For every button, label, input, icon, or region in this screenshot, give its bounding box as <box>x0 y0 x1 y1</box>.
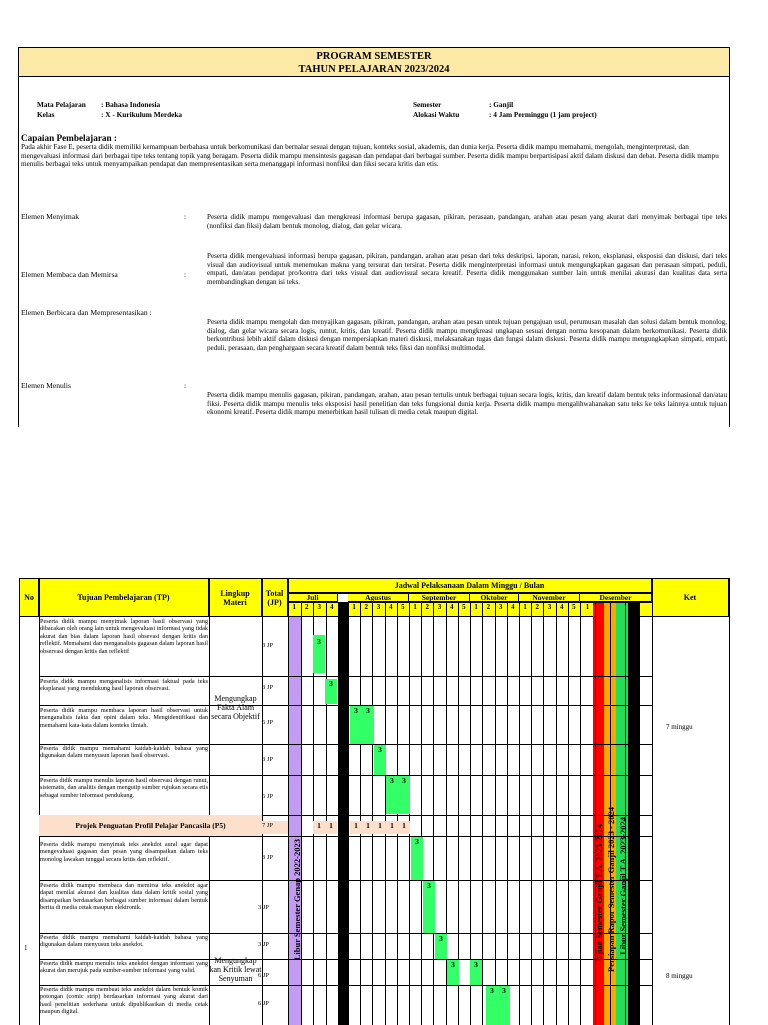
schedule-mark: 3 <box>350 706 362 744</box>
grid-vline <box>595 602 596 1025</box>
elemen-colon: : <box>184 381 187 390</box>
elemen-name: Elemen Membaca dan Memirsa <box>21 270 118 279</box>
header-lingkup: Lingkup Materi <box>209 579 262 617</box>
tp-jp: 6 JP <box>258 972 270 979</box>
month-header: November <box>519 593 580 602</box>
grid-hline <box>39 705 652 706</box>
capaian-text: Pada akhir Fase E, peserta didik memiliki kemampuan berbahasa untuk berkomunikasi dan bernalar sesuai dengan tujuan, konteks sosial, akademis, dan dunia kerja. Peserta didik mampu memahami, mengolah, menginterpretasi, dan mengevaluasi informasi dari berbagai tipe teks tentang topik yang beragam. Peserta didik mampu mensintesis gagasan dan pendapat dari berbagai sumber. Peserta didik mampu berpartisipasi aktif dalam diskusi dan debat. Peserta didik mampu menulis berbagai teks untuk menyampaikan pendapat dan mempresentasikan serta menanggapi informasi nonfiksi dan fiksi secara kritis dan etis. <box>21 143 719 169</box>
tp-text: Peserta didik mampu menganalisis informasi faktual pada teks eksplanasi yang mendukung hasil laporan observasi. <box>40 678 208 693</box>
header-ket: Ket <box>652 579 729 617</box>
schedule-mark: 3 <box>398 776 410 814</box>
grid-hline <box>288 602 652 603</box>
grid-vline <box>301 602 302 1025</box>
lingkup-materi-2: Mengungkap kan Kritik lewat Senyuman <box>209 956 262 983</box>
mapel-value: : Bahasa Indonesia <box>101 100 161 109</box>
grid-vline <box>433 602 434 1025</box>
grid-vline <box>372 602 373 1025</box>
grid-vline <box>326 602 327 1025</box>
elemen-name: Elemen Berbicara dan Mempresentasikan : <box>21 308 152 317</box>
ket-1: 7 minggu <box>666 723 693 731</box>
schedule-mark: 3 <box>470 960 482 985</box>
week-number: 1 <box>352 603 356 611</box>
tp-jp: 3 JP <box>262 642 274 649</box>
kelas-label: Kelas <box>37 110 55 119</box>
grid-vline <box>360 602 361 1025</box>
grid-vline <box>495 602 496 1025</box>
tp-jp: 6 JP <box>262 793 274 800</box>
grid-vline <box>348 602 349 1025</box>
schedule-mark: 3 <box>486 986 498 1025</box>
week-number: 2 <box>486 603 491 611</box>
grid-vline <box>568 602 569 1025</box>
week-number: 1 <box>292 603 296 611</box>
p5-mark: 1 <box>362 821 374 834</box>
header-total: Total (JP) <box>262 579 288 617</box>
elemen-text: Peserta didik mampu menulis gagasan, pikiran, pandangan, arahan, atau pesan tertulis untuk berbagai tujuan secara logis, kritis, dan kreatif dalam bentuk teks informasional dan/atau fiksi. Peserta didik mampu menulis teks eksposisi hasil penelitian dan teks fungsional dunia kerja. Peserta didik mampu mengalihwahanakan satu teks ke teks lainnya untuk tujuan ekonomi kreatif. Peserta didik mampu menerbitkan hasil tulisan di media cetak maupun digital. <box>207 391 727 417</box>
kelas-value: : X - Kurikulum Merdeka <box>101 110 183 119</box>
week-number: 1 <box>474 603 478 611</box>
alokasi-value: : 4 Jam Perminggu (1 jam project) <box>489 110 597 119</box>
week-number: 5 <box>572 603 576 611</box>
tp-text: Peserta didik mampu menyimak laporan hasil observasi yang dibacakan oleh orang lain untuk mengevaluasi informasi yang tidak akurat dan bias dalam laporan hasil obsevasi dengan kritis dan reflektif. Memahami dan menganalisis gagasan dalam laporan hasil observasi dengan kritis dan reflektif <box>40 618 208 655</box>
week-number: 1 <box>585 603 590 611</box>
grid-vline <box>482 602 483 1025</box>
elemen-text: Peserta didik mampu mengolah dan menyajikan gagasan, pikiran, pandangan, arahan atau pesan untuk tujuan pengajuan usul, perumusan masalah dan solusi dalam bentuk monolog, dialog, dan gelar wicara secara logis, runtut, kritis, dan kreatif. Peserta didik mampu mengkreasi ungkapan sesuai dengan norma kesopanan dalam berkomunikasi. Peserta didik berkontribusi lebih aktif dalam diskusi dengan mempersiapkan materi diskusi, melaksanakan tugas dan fungsi dalam diskusi. Peserta didik mampu mengungkapkan simpati, empati, peduli, perasaan, dan penghargaan secara kreatif dalam bentuk teks fiksi dan nonfiksi multimodal. <box>207 318 727 352</box>
week-number: 5 <box>462 603 466 611</box>
p5-mark: 1 <box>386 821 398 834</box>
black-stripe-desember <box>628 602 640 1025</box>
tp-text: Peserta didik mampu memahami kaidah-kaidah bahasa yang digunakan dalam menyusun teks anekdot. <box>40 934 208 949</box>
tp-jp: 6 JP <box>262 719 274 726</box>
libur-label: Libur Semester Genap 2022-2023 <box>292 839 302 961</box>
tp-text: Peserta didik mampu menulis teks anekdot dengan informasi yang akurat dan merujuk pada sumber-sumber informasi yang valid. <box>40 960 208 975</box>
meta-alokasi <box>413 110 597 119</box>
tp-text: Peserta didik mampu membaca dan memirsa teks anekdot agar dapat menilai akurasi dan kualitas data dalam kritik sosial yang disampaikan berdasarkan berbagai sumber informasi dalam bentuk berita di media cetak maupun elektronik. <box>40 882 208 912</box>
grid-vline <box>519 602 520 1025</box>
grid-hline <box>39 775 652 776</box>
grid-vline <box>652 579 653 1025</box>
grid-vline <box>556 602 557 1025</box>
month-header: Juli <box>288 593 338 602</box>
p5-jp: 7 JP <box>262 822 274 829</box>
elemen-text: Peserta didik mampu mengevaluasi dan mengkreasi informasi berupa gagasan, pikiran, perasaan, pandangan, arahan atau pesan yang akurat dari menyimak berbagai tipe teks (nonfiksi dan fiksi) dalam bentuk monolog, dialog, dan gelar wicara. <box>207 213 727 230</box>
week-number: 3 <box>376 603 381 611</box>
title-line-1: PROGRAM SEMESTER <box>316 51 432 62</box>
alokasi-label: Alokasi Waktu <box>413 110 460 119</box>
week-number: 4 <box>330 603 334 611</box>
header-tp: Tujuan Pembelajaran (TP) <box>39 579 209 617</box>
week-number: 4 <box>449 603 454 611</box>
header-no: No <box>20 579 39 617</box>
elemen-colon: : <box>184 212 187 221</box>
schedule-mark: 3 <box>498 986 510 1025</box>
tp-jp: 3 JP <box>262 684 274 691</box>
schedule-mark: 3 <box>447 960 459 985</box>
tp-text: Peserta didik mampu menyimak teks anekdot aural agar dapat mengevaluasi gagasan dan pesan yang disampaikan dalam teks monolog lawakan tunggal secara kritis dan reflektif. <box>40 841 208 863</box>
schedule-mark: 3 <box>435 934 447 959</box>
schedule-mark: 3 <box>423 881 435 933</box>
week-number: 3 <box>437 603 442 611</box>
elemen-name: Elemen Menulis <box>21 381 71 390</box>
grid-hline <box>39 836 652 837</box>
title-line-2: TAHUN PELAJARAN 2023/2024 <box>298 64 450 75</box>
tp-jp: 3 JP <box>262 854 274 861</box>
month-header: Oktober <box>470 593 519 602</box>
grid-hline <box>39 676 652 677</box>
p5-mark: 1 <box>374 821 386 834</box>
libur2-label: Libur Semester Ganjil T.A. 2023-2024 <box>618 817 628 955</box>
month-header: Desember <box>580 593 652 602</box>
week-number: 3 <box>547 603 552 611</box>
schedule-mark: 3 <box>374 745 386 775</box>
week-number: 3 <box>498 603 503 611</box>
semester-label: Semester <box>413 100 442 109</box>
p5-mark: 1 <box>350 821 362 834</box>
schedule-table <box>19 578 730 1025</box>
week-number: 1 <box>413 603 417 611</box>
week-number: 4 <box>511 603 515 611</box>
p5-mark: 1 <box>313 821 325 834</box>
mapel-label: Mata Pelajaran <box>37 100 86 109</box>
grid-hline <box>39 880 652 881</box>
lingkup-materi-1: Mengungkap Fakta Alam secara Objektif <box>211 694 260 721</box>
libur2-stripe <box>616 602 628 1025</box>
week-number: 3 <box>317 603 321 611</box>
schedule-mark: 3 <box>313 635 325 673</box>
elemen-name: Elemen Menyimak <box>21 212 79 221</box>
ket-2: 8 minggu <box>666 972 693 980</box>
grid-vline <box>421 602 422 1025</box>
ujian-label: Ujian Semester Ganjil T.A. 2023-2024 <box>594 824 604 961</box>
tp-text: Peserta didik mampu membuat teks anekdot dalam bentuk komik potongan (comic strip) berdasarkan informasi yang akurat dari hasil penelitian sederhana untuk dipublikasikan di media cetak maupun digital. <box>40 986 208 1016</box>
grid-vline <box>507 602 508 1025</box>
meta-kelas <box>37 110 182 119</box>
meta-mapel <box>37 100 160 109</box>
tp-text: Peserta didik mampu memahami kaidah-kaidah bahasa yang digunakan dalam menyusun laporan hasil observasi. <box>40 745 208 760</box>
libur-stripe <box>288 617 301 1025</box>
week-number: 1 <box>523 603 527 611</box>
rapor-label: Persiapan Rapor Semester Ganjil 2023 - 2024 <box>606 807 616 972</box>
row-number: 1 <box>24 944 28 952</box>
tp-jp: 3 JP <box>258 941 270 948</box>
week-number: 4 <box>388 603 393 611</box>
p5-label: Projek Penguatan Profil Pelajar Pancasila (P5) <box>75 821 226 830</box>
grid-vline <box>610 602 611 1025</box>
tp-text: Peserta didik mampu membaca laporan hasil observasi untuk menganalisis fakta dan opini dalam teks. Mengidentifikasi dan memahami kata-kata dalam konteks ilmiah. <box>40 707 208 729</box>
month-header: September <box>409 593 470 602</box>
schedule-mark: 3 <box>325 679 337 704</box>
week-number: 2 <box>535 603 540 611</box>
header-jadwal: Jadwal Pelaksanaan Dalam Minggu / Bulan <box>288 579 652 593</box>
capaian-title: Capaian Pembelajaran : <box>21 133 117 143</box>
p5-mark: 1 <box>398 821 410 834</box>
week-number: 2 <box>305 603 309 611</box>
grid-vline <box>625 602 626 1025</box>
grid-vline <box>580 602 581 1025</box>
schedule-mark: 3 <box>411 837 423 880</box>
grid-vline <box>531 602 532 1025</box>
grid-hline <box>288 593 652 594</box>
schedule-mark: 3 <box>386 776 398 814</box>
week-number: 2 <box>425 603 430 611</box>
elemen-text: Peserta didik mengevaluasi informasi berupa gagasan, pikiran, pandangan, arahan atau pesan dari teks deskripsi, laporan, narasi, rekon, eksplanasi, eksposisi dan diskusi, dari teks visual dan audiovisual untuk menemukan makna yang tersurat dan tersirat. Peserta didik menginterpretasi informasi untuk mengungkapkan gagasan dan perasaan simpati, peduli, empati, dan/atau pendapat pro/kontra dari teks visual dan audiovisual secara kreatif. Peserta didik menggunakan sumber lain untuk menilai akurasi dan kualitas data serta membandingkan dengan isi teks. <box>207 252 727 286</box>
document-header-section <box>18 47 730 427</box>
tp-jp: 3 JP <box>258 904 270 911</box>
p5-mark: 1 <box>325 821 337 834</box>
tp-jp: 6 JP <box>258 1000 270 1007</box>
black-stripe-juli <box>338 602 348 1025</box>
week-number: 2 <box>364 603 369 611</box>
schedule-mark: 3 <box>362 706 374 744</box>
meta-semester <box>413 100 513 109</box>
week-number: 4 <box>559 603 564 611</box>
week-number: 5 <box>401 603 405 611</box>
semester-value: : Ganjil <box>489 100 514 109</box>
elemen-colon: : <box>184 270 187 279</box>
grid-vline <box>543 602 544 1025</box>
tp-jp: 3 JP <box>262 756 274 763</box>
month-header: Agustus <box>348 593 409 602</box>
title-banner <box>19 47 729 77</box>
tp-text: Peserta didik mampu menulis laporan hasil observasi dengan runut, sistematis, dan analitis dengan mengutip sumber rujukan secara etis sebagai sumber informasi pendukung. <box>40 777 208 799</box>
